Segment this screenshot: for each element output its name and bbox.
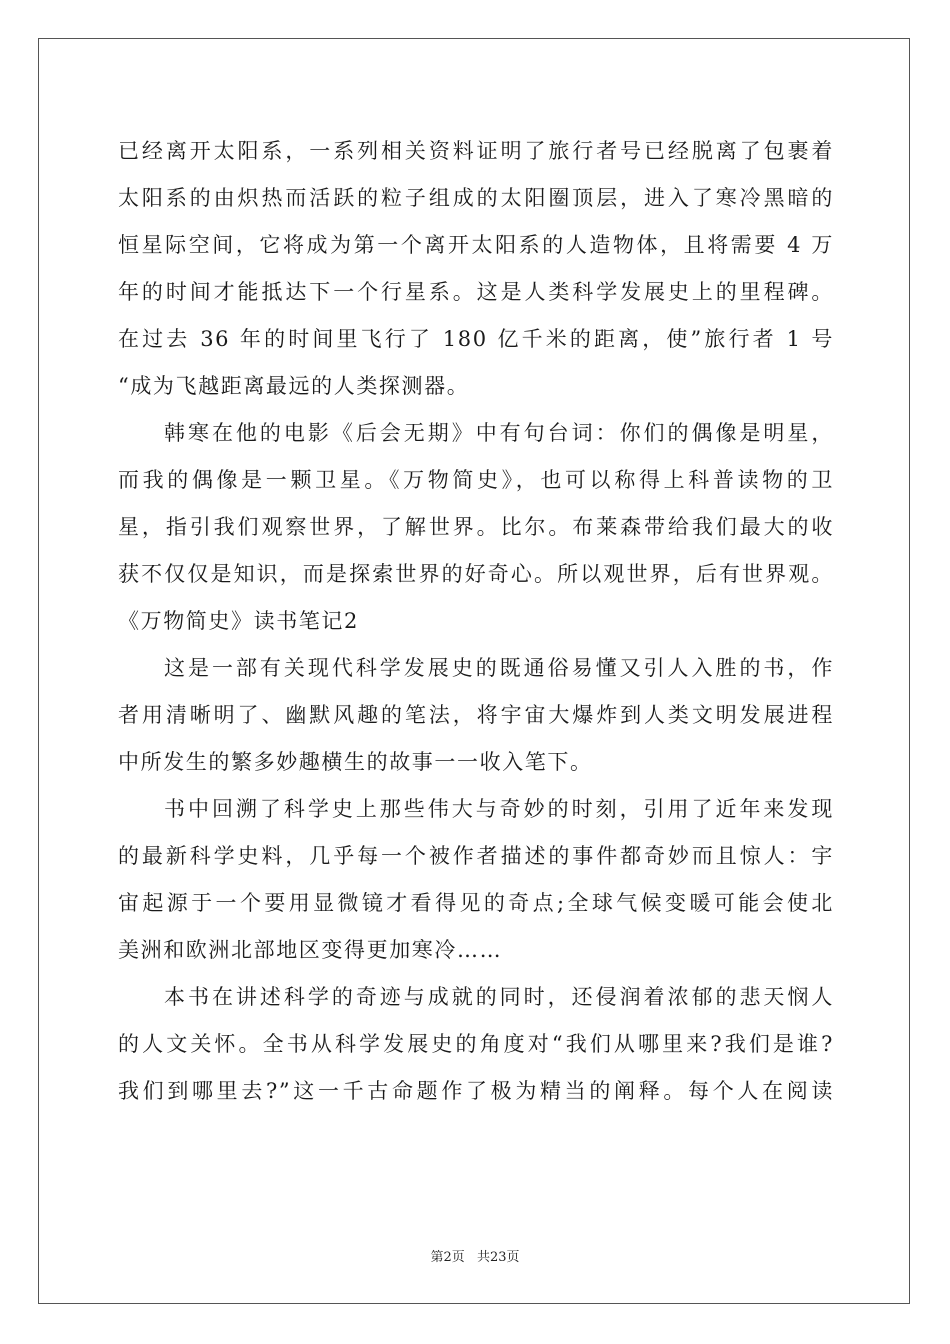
page-footer xyxy=(0,1246,950,1265)
page-number: 第2页 xyxy=(430,1250,465,1265)
text-line: 在过去 36 年的时间里飞行了 180 亿千米的距离，使”旅行者 1 号 xyxy=(118,327,834,351)
text-line: 的人文关怀。全书从科学发展史的角度对“我们从哪里来?我们是谁? xyxy=(118,1032,834,1056)
text-line: “成为飞越距离最远的人类探测器。 xyxy=(118,374,470,398)
text-line: 美洲和欧洲北部地区变得更加寒冷…… xyxy=(118,938,503,962)
text-line: 已经离开太阳系，一系列相关资料证明了旅行者号已经脱离了包裹着 xyxy=(118,139,834,163)
text-line: 恒星际空间，它将成为第一个离开太阳系的人造物体，且将需要 4 万 xyxy=(118,233,834,257)
text-line: 书中回溯了科学史上那些伟大与奇妙的时刻，引用了近年来发现 xyxy=(164,797,834,821)
text-line: 而我的偶像是一颗卫星。《万物简史》，也可以称得上科普读物的卫 xyxy=(118,468,834,492)
text-line: 年的时间才能抵达下一个行星系。这是人类科学发展史上的里程碑。 xyxy=(118,280,834,304)
text-line: 这是一部有关现代科学发展史的既通俗易懂又引人入胜的书，作 xyxy=(164,656,834,680)
section-heading: 《万物简史》读书笔记2 xyxy=(118,609,359,633)
text-line: 者用清晰明了、幽默风趣的笔法，将宇宙大爆炸到人类文明发展进程 xyxy=(118,703,834,727)
text-line: 宙起源于一个要用显微镜才看得见的奇点;全球气候变暖可能会使北 xyxy=(118,891,834,915)
text-line: 太阳系的由炽热而活跃的粒子组成的太阳圈顶层，进入了寒冷黑暗的 xyxy=(118,186,834,210)
text-line: 获不仅仅是知识，而是探索世界的好奇心。所以观世界，后有世界观。 xyxy=(118,562,834,586)
text-line: 韩寒在他的电影《后会无期》中有句台词：你们的偶像是明星， xyxy=(164,421,834,445)
text-line: 的最新科学史料，几乎每一个被作者描述的事件都奇妙而且惊人：宇 xyxy=(118,844,834,868)
total-pages: 共23页 xyxy=(476,1250,520,1265)
text-line: 本书在讲述科学的奇迹与成就的同时，还侵润着浓郁的悲天悯人 xyxy=(164,985,834,1009)
text-line: 中所发生的繁多妙趣横生的故事一一收入笔下。 xyxy=(118,750,593,774)
text-line: 我们到哪里去?”这一千古命题作了极为精当的阐释。每个人在阅读 xyxy=(118,1079,834,1103)
text-line: 星，指引我们观察世界，了解世界。比尔。布莱森带给我们最大的收 xyxy=(118,515,834,539)
document-body xyxy=(118,128,834,1115)
